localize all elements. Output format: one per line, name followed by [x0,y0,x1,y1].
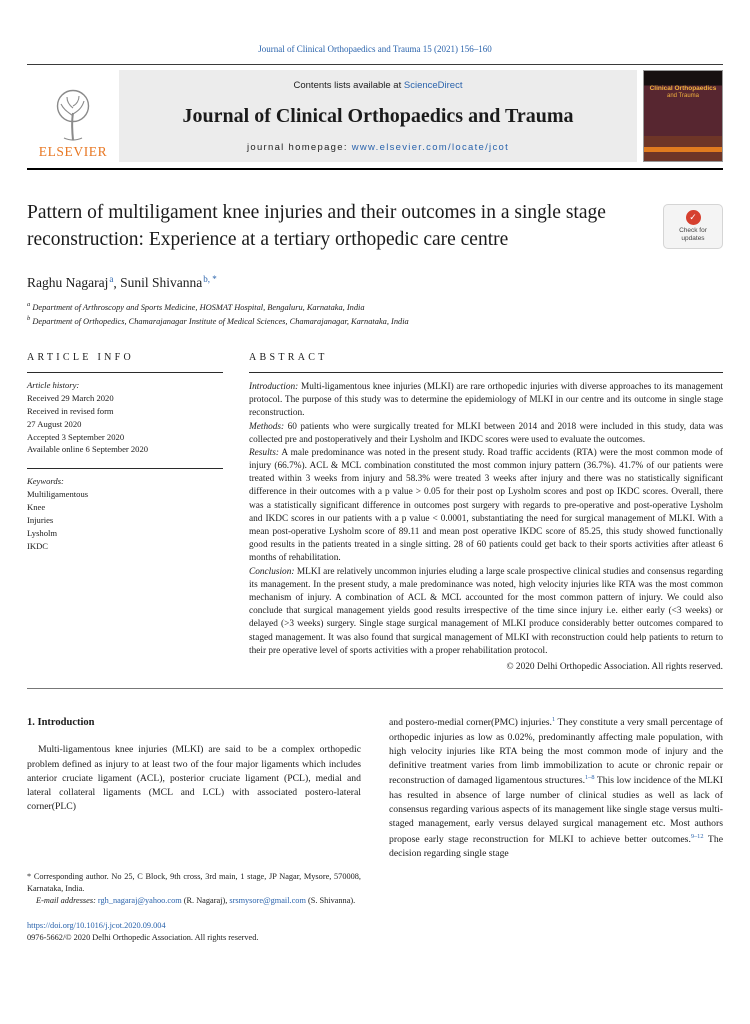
elsevier-tree-icon [44,86,102,142]
keyword: Knee [27,502,46,513]
email-1-suffix: (R. Nagaraj), [181,895,230,905]
history-line: Accepted 3 September 2020 [27,431,125,442]
issn-copyright-line: 0976-5662/© 2020 Delhi Orthopedic Association. All rights reserved. [27,932,259,942]
abstract-paragraph: Methods: 60 patients who were surgically treated for MLKI between 2014 and 2018 were included in this study, data was collected pre and postoperatively and their Lysholm and IKDC scores were used to evaluate the outcomes. [249,421,723,445]
cover-subtitle: and Trauma [666,93,700,100]
article-history-block [27,372,223,456]
abstract-copyright: © 2020 Delhi Orthopedic Association. All rights reserved. [506,661,723,672]
journal-title: Journal of Clinical Orthopaedics and Trauma [182,105,574,127]
article-info-header: ARTICLE INFO [27,351,135,363]
abstract-header: ABSTRACT [249,351,328,363]
history-line: Received in revised form [27,405,114,416]
abstract-body [249,372,723,674]
bottom-imprint [27,921,723,942]
info-abstract-section [27,352,723,689]
contents-lists-line [294,80,463,91]
journal-masthead [27,70,723,162]
keyword: IKDC [27,540,49,551]
author-affiliation-marker: b, * [203,273,217,284]
divider [27,64,723,65]
body-paragraph: and postero-medial corner(PMC) injuries.$^1$ They constitute a very small percentage of orthopedic injuries as low as 0.02%, predominantly affecting male population, with high velocity injuries like RTA being the most common mode of injury and the definitive treatment varies from limb immobilization to acute or chronic repair or reconstruction of damaged ligamentous structures.$^{1-8}$ This low incidence of the MLKI has resulted in absence of large number of clinical studies as well as lack of consensus regarding various aspects of its management like single stage versus multi-staged management, early versus delayed surgical management etc. Most authors propose early stage reconstruction for MLKI to achieve better outcomes.$^{9-12}$ The decision regarding single stage [389,716,723,860]
doi-line [27,921,723,930]
cover-title: Clinical Orthopaedics [649,85,717,92]
affiliation-list [27,300,723,328]
journal-citation [27,44,723,54]
contents-lists-text: Contents lists available at [293,80,402,91]
masthead-band [119,70,637,162]
article-info-column [27,352,223,674]
history-line: 27 August 2020 [27,418,82,429]
keyword: Injuries [27,514,54,525]
abstract-paragraph: Introduction: Multi-ligamentous knee injuries (MLKI) are rare orthopedic injuries with diverse approaches to its management protocol. The purpose of this study was to determine the epidemiology of MLKI in our centre and its outcome in single stage reconstruction. [249,381,723,419]
keyword: Multiligamentous [27,489,89,500]
elsevier-wordmark: ELSEVIER [38,144,108,159]
body-column-right [389,715,723,907]
history-line: Available online 6 September 2020 [27,444,149,455]
abstract-paragraph: Conclusion: MLKI are relatively uncommon injuries eluding a large scale prospective clinical studies and consensus regarding its management. In the present study, a male predominance was noted, high velocity injuries like RTA was the most common mechanism of injury. A combination of ACL & MCL accounted for the most common pattern of injury. We could also conclude that surgical management yields good results irrespective of the time since injury i.e. either early (<3 weeks) or delayed (>3 weeks) surgery. Single stage surgical management of MLKI produce considerably better outcomes compared to staged management. It was also found that surgical management of MLKI with reconstruction could help patients to return to their pre operative level of sports activities with a proper rehabilitation protocol. [249,566,723,656]
crossmark-icon: ✓ [686,210,701,225]
affiliation: $^b$ Department of Orthopedics, Chamarajanagar Institute of Medical Sciences, Chamarajanagar, Karnataka, India [27,315,409,326]
email-label: E-mail addresses: [36,895,96,905]
check-for-updates-label: Check for updates [679,227,707,243]
journal-cover-thumbnail [643,70,723,162]
check-for-updates-badge[interactable] [663,204,723,249]
email-2-suffix: (S. Shivanna). [305,895,356,905]
journal-citation-link[interactable]: Journal of Clinical Orthopaedics and Trauma 15 (2021) 156–160 [258,44,492,54]
email-addresses-line [27,895,361,907]
doi-link[interactable]: https://doi.org/10.1016/j.jcot.2020.09.004 [27,920,166,930]
cover-container [637,70,723,162]
homepage-label: journal homepage: [246,142,348,153]
email-link-1[interactable]: rgh_nagaraj@yahoo.com [97,895,182,905]
abstract-column [249,352,723,674]
footnote-block [27,815,361,907]
keyword: Lysholm [27,527,58,538]
body-column-left [27,715,361,907]
section-heading-introduction: 1. Introduction [27,717,95,729]
article-history-label: Article history: [27,379,80,390]
email-link-2[interactable]: srsmysore@gmail.com [229,895,306,905]
author: Sunil Shivanna$^{b, *}$ [120,273,217,291]
abstract-paragraph: Results: A male predominance was noted in the present study. Road traffic accidents (RTA) were the most common mode of injury (66.7%). ACL & MCL combination constituted the most common injury pattern (36.7%). 41.7% of our patients were treated within 3 weeks from injury and 58.3% were treated 3 weeks after injury and there was no statistically significant difference in their outcomes with a p value > 0.05 for their post op Lysholm scores and post op IKDC scores. Overall, there was a statistically significant difference in outcomes post surgery with regards to pre-operative and post-operative Lysholm and IKDC scores in our patients with a p value < 0.0001, substantiating the need for surgical management of MLKI. With a mean post-operative Lysholm score of 89.11 and mean post operative IKDC score of 85.25, this study showed functionally good results in the patients treated in a single sitting. 28 of 60 patients could get back to their sports activities after atleast 6 months of rehabilitation. [249,447,723,564]
sciencedirect-link[interactable]: ScienceDirect [403,80,463,91]
body-columns [27,715,723,907]
body-paragraph: Multi-ligamentous knee injuries (MLKI) are said to be a complex orthopedic problem defined as injury to at least two of the four major ligaments which includes anterior cruciate ligament (ACL), posterior cruciate ligament (PCL), medial and lateral collateral ligaments (MCL and LCL) with associated postero-lateral corner(PLC) [27,744,361,813]
elsevier-logo [27,70,119,162]
journal-homepage-link[interactable]: www.elsevier.com/locate/jcot [351,142,510,153]
author-separator: , [113,275,121,291]
article-title: Pattern of multiligament knee injuries and their outcomes in a single stage reconstruction: Experience at a tertiary orthopedic care centre [27,202,606,250]
divider [27,168,723,170]
affiliation: $^a$ Department of Arthroscopy and Sports Medicine, HOSMAT Hospital, Bengaluru, Karnataka, India [27,301,365,313]
keywords-block [27,468,223,552]
author-affiliation-marker: a [109,273,114,284]
author: Raghu Nagaraj$^a$ [27,273,114,291]
history-line: Received 29 March 2020 [27,392,114,403]
title-row [27,200,723,254]
author-list [27,274,723,292]
journal-homepage-line [247,142,509,153]
cover-stripe [644,147,722,152]
page [27,0,723,958]
keywords-label: Keywords: [27,476,64,487]
corresponding-author-note: * Corresponding author. No 25, C Block, 9th cross, 3rd main, 1 stage, JP Nagar, Mysore, 570008, Karnataka, India. [27,871,361,893]
